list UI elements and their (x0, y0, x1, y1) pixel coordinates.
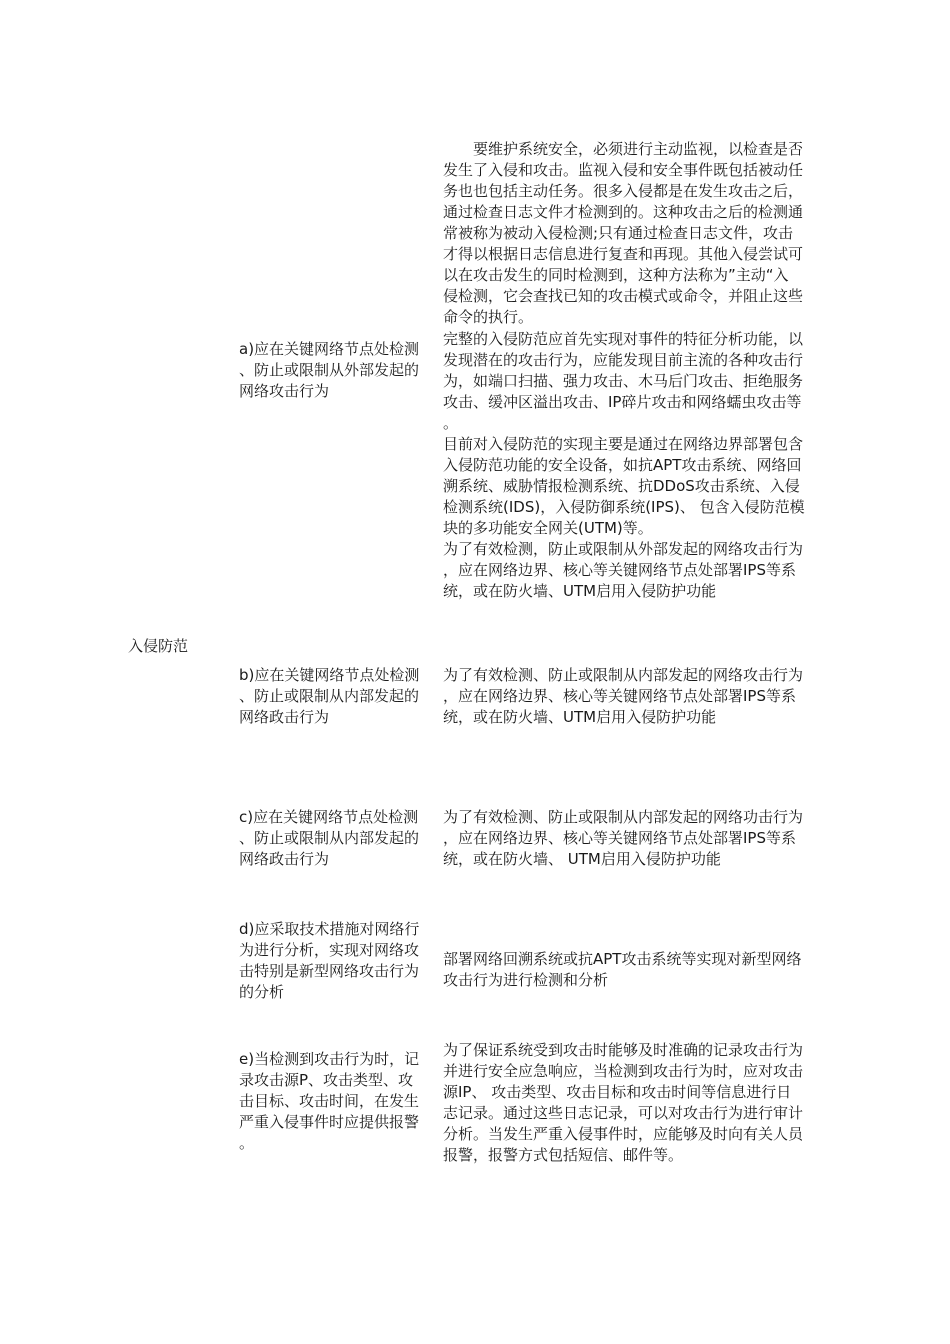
requirement-a: a)应在关键网络节点处检测 、防止或限制从外部发起的 网络攻击行为 (239, 340, 420, 400)
description-d: 部署网络回溯系统或抗APT攻击系统等实现对新型网络 攻击行为进行检测和分析 (443, 950, 802, 989)
description-e: 为了保证系统受到攻击时能够及时准确的记录攻击行为 并进行安全应急响应，当检测到攻击行为时，应对攻击 源IP、 攻击类型、攻击目标和攻击时间等信息进行日 志记录。通过这些日志记录，可以对攻击行为进行审计 分析。当发生严重入侵事件时，应能够及时向有关人员 报警，报警方式包括短信、邮件等。 (443, 1041, 804, 1164)
description-a-para-2: 完整的入侵防范应首先实现对事件的特征分析功能，以 发现潜在的攻击行为，应能发现目前主流的各种攻击行 为，如端口扫描、强力攻击、木马后门攻击、拒绝服务 攻击、缓冲区溢出攻击、IP碎片攻击和网络蠕虫攻击等 。 (443, 330, 804, 432)
description-b: 为了有效检测、防止或限制从内部发起的网络攻击行为 ，应在网络边界、核心等关键网络节点处部署IPS等系 统，或在防火墙、UTM启用入侵防护功能 (443, 666, 804, 726)
category-label: 入侵防范 (128, 637, 189, 655)
requirement-d: d)应采取技术措施对网络行 为进行分析，实现对网络攻 击特别是新型网络攻击行为 的分析 (239, 920, 420, 1001)
requirement-b: b)应在关键网络节点处检测 、防止或限制从内部发起的 网络政击行为 (239, 666, 420, 726)
description-a-para-3: 目前对入侵防范的实现主要是通过在网络边界部署包含 入侵防范功能的安全设备，如抗APT攻击系统、网络回 溯系统、威胁情报检测系统、抗DDoS攻击系统、入侵 检测系统(IDS)，入侵防御系统(IPS)、 包含入侵防范模 块的多功能安全网关(UTM)等。 (443, 435, 805, 537)
description-c: 为了有效检测、防止或限制从内部发起的网络功击行为 ，应在网络边界、核心等关键网络节点处部署IPS等系 统，或在防火墙、 UTM启用入侵防护功能 (443, 808, 804, 868)
requirement-c: c)应在关键网络节点处检测 、防止或限制从内部发起的 网络政击行为 (239, 808, 420, 868)
description-a-para-4: 为了有效检测，防止或限制从外部发起的网络攻击行为 ，应在网络边界、核心等关键网络节点处部署IPS等系 统，或在防火墙、UTM启用入侵防护功能 (443, 540, 804, 600)
description-a-para-1: 要维护系统安全，必须进行主动监视，以检查是否 发生了入侵和攻击。监视入侵和安全事件既包括被动任 务也也包括主动任务。很多入侵都是在发生攻击之后， 通过检查日志文件才检测到的。这种攻击之后的检测通 常被称为被动入侵检测;只有通过检查日志文件，攻击 才得以根据日志信息进行复查和再现。其他入侵尝试可 以在攻击发生的同时检测到，这种方法称为”主动“入 侵检测，它会查找已知的攻击模式或命令，并阻止这些 命令的执行。 (443, 140, 804, 326)
requirement-e: e)当检测到攻击行为时，记 录攻击源P、攻击类型、攻 击目标、攻击时间，在发生 严重入侵事件时应提供报警 。 (239, 1050, 420, 1152)
